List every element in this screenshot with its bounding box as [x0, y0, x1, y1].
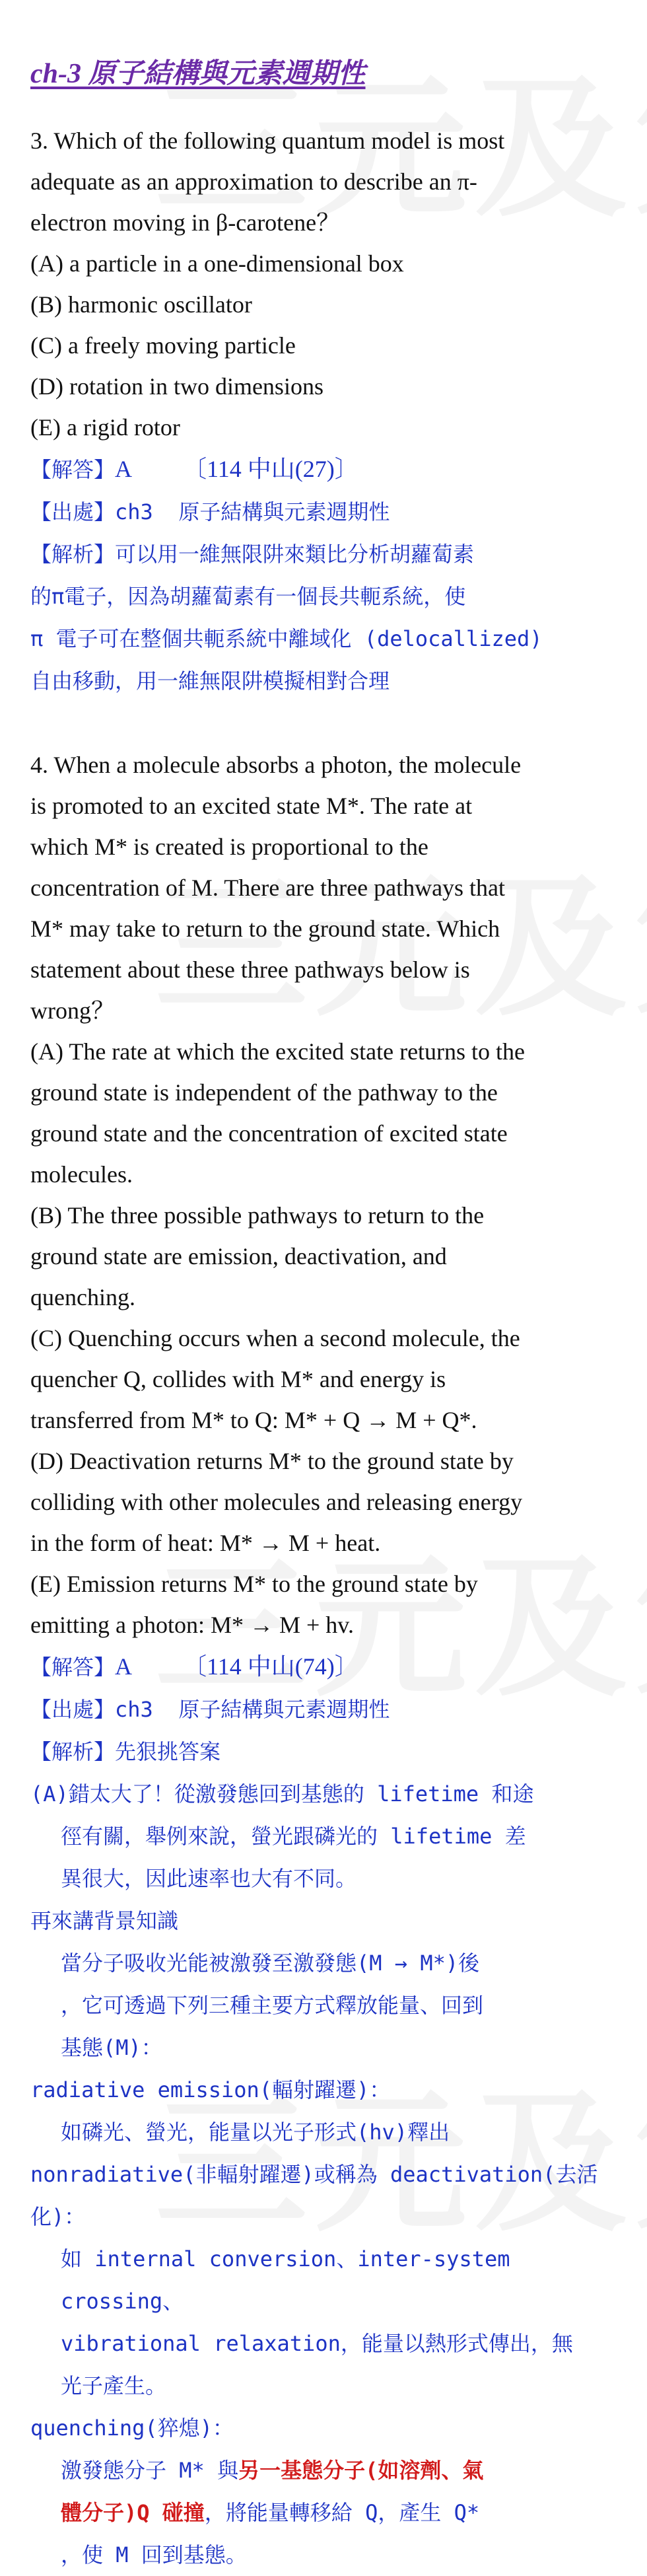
question-stem-line: concentration of M. There are three pathways that [30, 875, 506, 901]
answer-row [30, 448, 621, 491]
source-label: 【出處】 [30, 499, 116, 524]
question-stem-line: electron moving in β-carotene？ [30, 209, 341, 236]
option-c: quencher Q, collides with M* and energy is [30, 1366, 446, 1392]
highlight-text: 另一基態分子(如溶劑、氣 [238, 2458, 484, 2483]
answer-source: 〔114 中山(74)〕 [183, 1653, 358, 1680]
question-stem-line: is promoted to an excited state M*. The rate at [30, 793, 473, 819]
answer-row [30, 1645, 621, 1688]
explanation-label: 【解析】 [30, 1739, 116, 1764]
highlight-text: 體分子)Q 碰撞 [61, 2500, 205, 2525]
quenching-heading: quenching(猝熄)： [30, 2415, 234, 2441]
explanation-line: vibrational relaxation，能量以熱形式傳出，無 [61, 2331, 573, 2356]
nonradiative-heading: 化)： [30, 2204, 86, 2229]
source-value: ch3 原子結構與元素週期性 [115, 499, 390, 524]
answer-label: 【解答】 [30, 457, 116, 482]
question-stem-line: adequate as an approximation to describe an π- [30, 168, 477, 195]
question-stem-line: which M* is created is proportional to the [30, 834, 428, 860]
question-stem-line: M* may take to return to the ground state. Which [30, 915, 500, 942]
option-c: transferred from M* to Q: M* + Q → M + Q*. [30, 1407, 477, 1433]
source-value: ch3 原子結構與元素週期性 [115, 1697, 390, 1722]
explanation-line: 【解析】先狠挑答案 [30, 1739, 221, 1764]
option-d: in the form of heat: M* → M + heat. [30, 1530, 381, 1556]
explanation-label: 【解析】 [30, 542, 116, 567]
explanation-line: 如磷光、螢光，能量以光子形式(hv)釋出 [61, 2120, 450, 2145]
explanation-line: 的π電子，因為胡蘿蔔素有一個長共軛系統，使 [30, 584, 466, 609]
answer-label: 【解答】 [30, 1655, 116, 1680]
explanation-line: 體分子)Q 碰撞，將能量轉移給 Q，產生 Q* [61, 2500, 480, 2525]
question-4 [30, 744, 621, 2576]
explanation-option-a [30, 1773, 621, 1900]
answer-value: A [115, 1653, 133, 1680]
option-a: ground state and the concentration of excited state [30, 1120, 508, 1147]
explanation [30, 1731, 621, 2576]
source-row [30, 491, 621, 533]
background-heading: 再來講背景知識 [30, 1908, 179, 1933]
explanation-line: 【解析】可以用一維無限阱來類比分析胡蘿蔔素 [30, 542, 475, 567]
explanation-line: π 電子可在整個共軛系統中離域化 (delocallized) [30, 626, 543, 651]
option-a: (A) The rate at which the excited state returns to the [30, 1038, 526, 1065]
option-b: (B) harmonic oscillator [30, 291, 252, 318]
question-stem-line: 4. When a molecule absorbs a photon, the molecule [30, 752, 522, 778]
option-c: (C) Quenching occurs when a second molecule, the [30, 1325, 520, 1351]
option-e: (E) a rigid rotor [30, 414, 180, 441]
source-label: 【出處】 [30, 1697, 116, 1722]
option-b: (B) The three possible pathways to return to the [30, 1202, 485, 1229]
option-b: ground state are emission, deactivation, and [30, 1243, 447, 1270]
explanation-line: 當分子吸收光能被激發至激發態(M → M*)後 [61, 1950, 480, 1976]
nonradiative-heading: nonradiative(非輻射躍遷)或稱為 deactivation(去活 [30, 2162, 598, 2187]
explanation-line: 激發態分子 M* 與另一基態分子(如溶劑、氣 [61, 2458, 484, 2483]
question-stem-line: 3. Which of the following quantum model is most [30, 127, 505, 154]
option-d: (D) Deactivation returns M* to the ground state by [30, 1448, 514, 1474]
explanation-line: (A)錯太大了！從激發態回到基態的 lifetime 和途 [30, 1781, 534, 1807]
explanation-line: 光子產生。 [61, 2373, 167, 2398]
option-d: colliding with other molecules and releasing energy [30, 1489, 523, 1515]
option-a: ground state is independent of the pathway to the [30, 1079, 498, 1106]
explanation-line: 徑有關，舉例來說，螢光跟磷光的 lifetime 差 [61, 1824, 526, 1849]
explanation-line: 基態(M)： [61, 2035, 162, 2060]
explanation [30, 533, 621, 702]
option-e: emitting a photon: M* → M + hv. [30, 1612, 354, 1638]
explanation-line: 異很大，因此速率也大有不同。 [61, 1866, 357, 1891]
option-a: (A) a particle in a one-dimensional box [30, 250, 404, 277]
question-stem-line: wrong？ [30, 997, 115, 1024]
question-stem-line: statement about these three pathways below is [30, 956, 470, 983]
spacer [30, 702, 621, 744]
option-c: (C) a freely moving particle [30, 332, 296, 359]
option-e: (E) Emission returns M* to the ground state by [30, 1571, 478, 1597]
question-3 [30, 120, 621, 702]
option-b: quenching. [30, 1284, 135, 1310]
radiative-heading: radiative emission(輻射躍遷)： [30, 2077, 391, 2102]
source-row [30, 1688, 621, 1731]
answer-value: A [115, 456, 133, 482]
explanation-line: 自由移動，用一維無限阱模擬相對合理 [30, 668, 390, 694]
answer-source: 〔114 中山(27)〕 [183, 456, 358, 482]
option-a: molecules. [30, 1161, 133, 1188]
explanation-line: 如 internal conversion、inter-system crossing、 [61, 2246, 510, 2314]
chapter-title: ch-3 原子結構與元素週期性 [30, 59, 366, 89]
document-body [30, 54, 621, 2576]
explanation-line: ，它可透過下列三種主要方式釋放能量、回到 [61, 1993, 484, 2018]
option-d: (D) rotation in two dimensions [30, 373, 324, 400]
explanation-line: ，使 M 回到基態。 [61, 2542, 247, 2567]
